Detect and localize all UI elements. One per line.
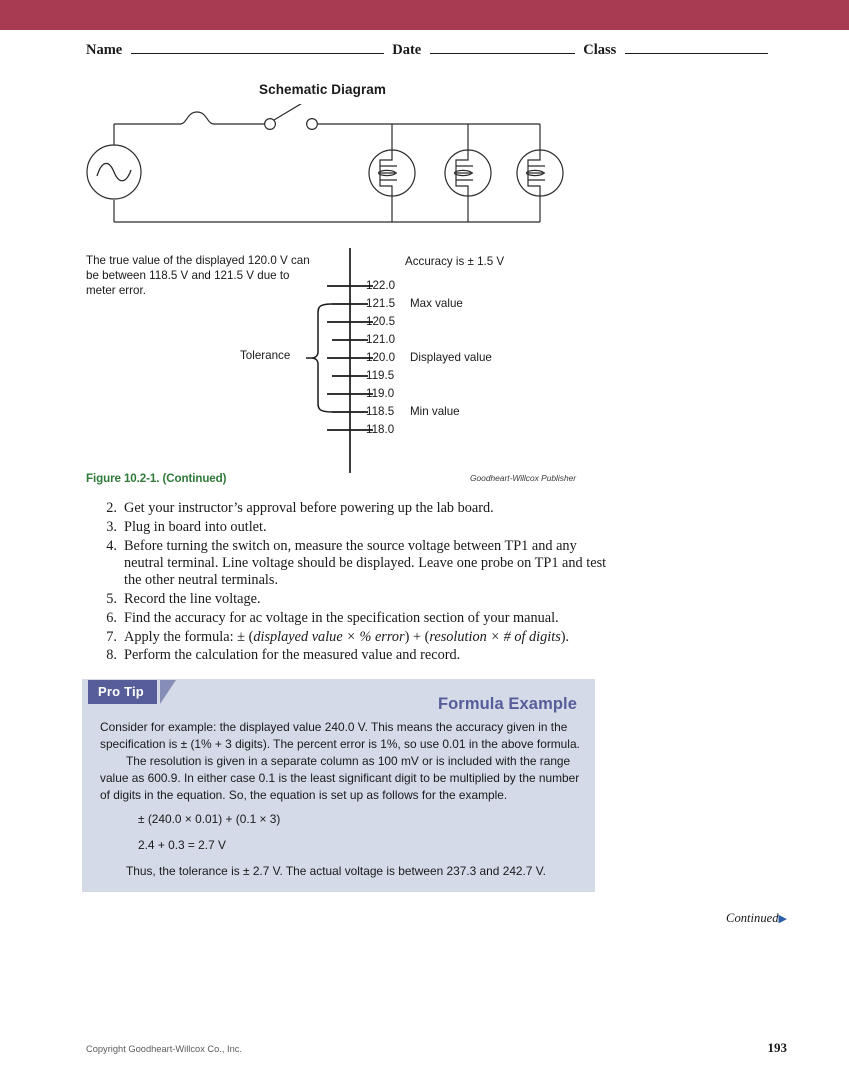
- pro-tip-equation-2: 2.4 + 0.3 = 2.7 V: [138, 837, 226, 852]
- date-field-rule[interactable]: [430, 40, 575, 54]
- date-label: Date: [392, 42, 422, 58]
- name-field-rule[interactable]: [131, 40, 384, 54]
- tick-value-118-5: 118.5: [366, 405, 395, 418]
- schematic-title: Schematic Diagram: [259, 82, 387, 97]
- step-text: Record the line voltage.: [124, 590, 261, 607]
- step-number: 6.: [106, 609, 117, 626]
- continued-label: Continued: [726, 911, 779, 925]
- pro-tip-conclusion: Thus, the tolerance is ± 2.7 V. The actual voltage is between 237.3 and 242.7 V.: [126, 863, 546, 878]
- tick-value-121: 121.0: [366, 333, 396, 346]
- step-text: Get your instructor’s approval before powering up the lab board.: [124, 500, 494, 516]
- page-header-bar: [0, 0, 849, 30]
- list-item: [96, 591, 616, 608]
- accuracy-label: Accuracy is ± 1.5 V: [405, 255, 505, 268]
- class-label: Class: [583, 42, 617, 58]
- step-text: Plug in board into outlet.: [124, 518, 267, 535]
- tick-value-120: 120.0: [366, 351, 396, 364]
- tick-note-max: Max value: [410, 297, 463, 310]
- step-number: 3.: [106, 518, 117, 535]
- copyright-notice: Copyright Goodheart-Willcox Co., Inc.: [86, 1044, 243, 1054]
- list-item: [96, 538, 616, 590]
- step-text: Find the accuracy for ac voltage in the specification section of your manual.: [124, 609, 559, 626]
- list-item: [96, 647, 616, 664]
- tick-value-122: 122.0: [366, 279, 396, 292]
- tick-value-119: 119.0: [366, 387, 395, 400]
- figure-caption: Figure 10.2-1. (Continued): [86, 472, 227, 485]
- tolerance-diagram: [80, 248, 600, 473]
- step-text: Perform the calculation for the measured value and record.: [124, 647, 461, 664]
- list-item: [96, 610, 616, 627]
- schematic-svg: [80, 104, 580, 234]
- tick-value-121-5: 121.5: [366, 297, 396, 310]
- class-field-rule[interactable]: [625, 40, 768, 54]
- step-text: Before turning the switch on, measure the source voltage between TP1 and any neutral terminal. Line voltage should be displayed. Leave one probe on TP1 and test the other neutral terminals.: [124, 537, 607, 589]
- pro-tip-equation-1: ± (240.0 × 0.01) + (0.1 × 3): [138, 812, 281, 827]
- tolerance-note: The true value of the displayed 120.0 V can be between 118.5 V and 121.5 V due to meter error.: [86, 254, 310, 298]
- tick-note-min: Min value: [410, 405, 460, 418]
- continued-marker: [726, 911, 787, 926]
- continued-arrow-icon: ▶: [778, 913, 787, 925]
- step-number: 8.: [106, 647, 117, 664]
- tolerance-brace-label: Tolerance: [240, 349, 291, 362]
- tolerance-scale-svg: [80, 248, 600, 473]
- step-number: 5.: [106, 590, 117, 607]
- pro-tip-paragraph-1: Consider for example: the displayed value 240.0 V. This means the accuracy given in the specification is ± (1% + 3 digits). The percent error is 1%, so use 0.01 in the above formula.: [100, 720, 580, 752]
- tick-note-displayed: Displayed value: [410, 351, 492, 364]
- tick-value-119-5: 119.5: [366, 369, 395, 382]
- list-item: [96, 519, 616, 536]
- pro-tip-box: [82, 679, 595, 892]
- pro-tip-body: [100, 719, 580, 880]
- page-number: 193: [767, 1040, 787, 1055]
- name-label: Name: [86, 42, 123, 58]
- tick-value-120-5-x: 120.5: [366, 315, 396, 328]
- pro-tip-tab-wedge: [160, 680, 176, 704]
- step-number: 7.: [106, 628, 117, 645]
- list-item: [96, 500, 616, 517]
- figure-credit: Goodheart-Willcox Publisher: [470, 473, 577, 483]
- pro-tip-paragraph-2: The resolution is given in a separate column as 100 mV or is included with the range value as 600.9. In either case 0.1 is the least significant digit to be multiplied by the number of digits in the equation. So, the equation is set up as follows for the example.: [100, 754, 580, 803]
- step-text: Apply the formula: ± (displayed value × % error) + (resolution × # of digits).: [124, 628, 570, 645]
- pro-tip-title: Formula Example: [437, 695, 577, 713]
- pro-tip-tab: Pro Tip: [88, 680, 157, 704]
- list-item: [96, 629, 616, 646]
- student-info-line: [86, 40, 786, 62]
- step-number: 4.: [106, 537, 117, 554]
- schematic-diagram: [80, 104, 580, 234]
- step-number: 2.: [106, 500, 117, 516]
- tick-value-118: 118.0: [366, 423, 395, 436]
- procedure-steps: [96, 500, 616, 666]
